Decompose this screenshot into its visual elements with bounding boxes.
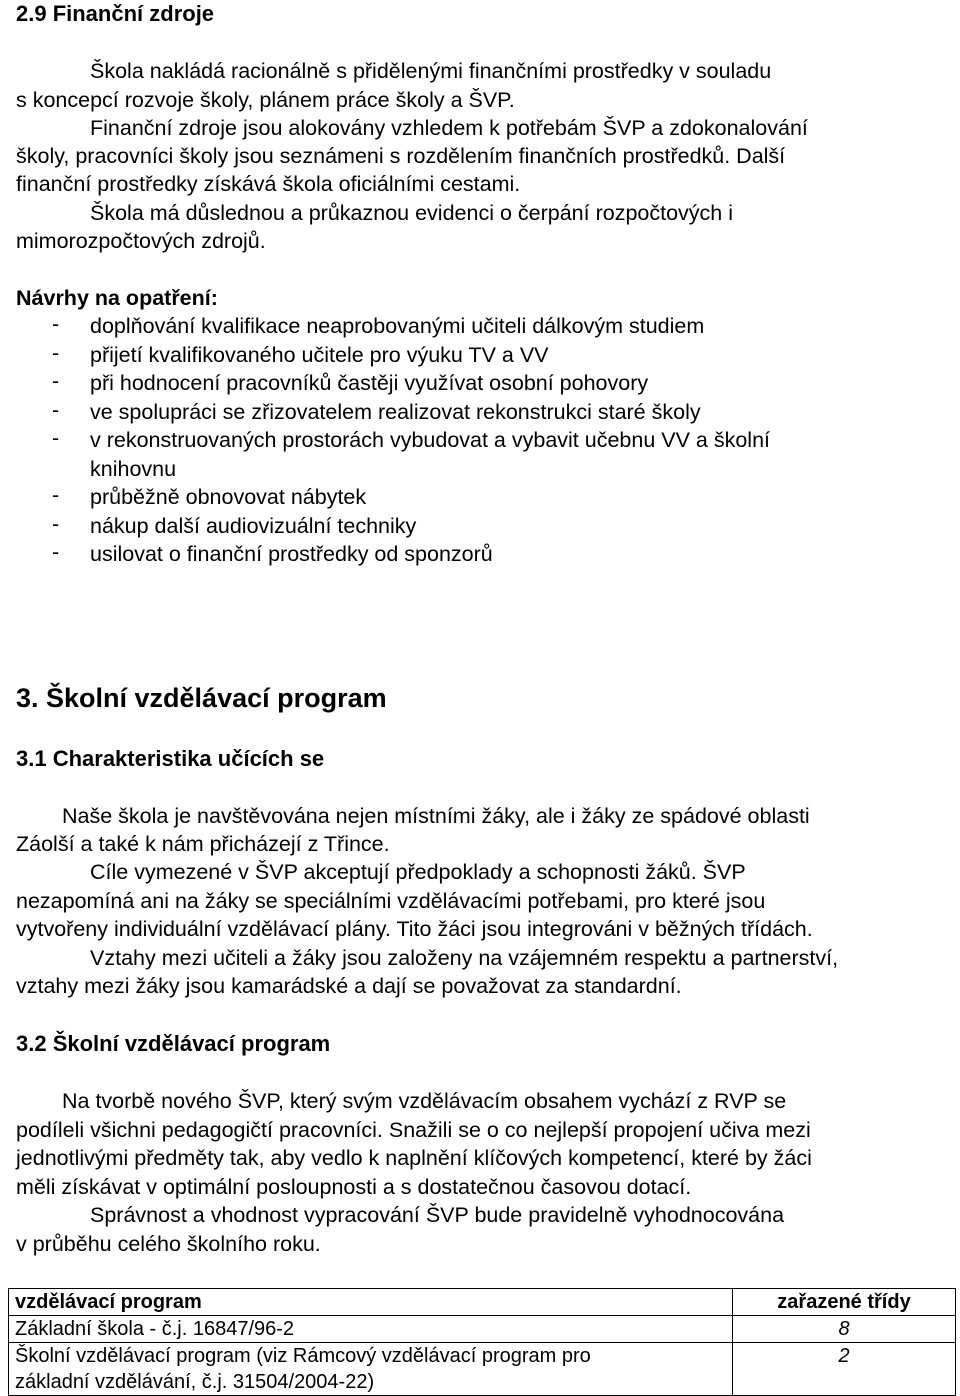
list-item-text: při hodnocení pracovníků častěji využívat osobní pohovory: [90, 371, 649, 395]
paragraph-line: v průběhu celého školního roku.: [16, 1232, 321, 1256]
list-bullet: -: [52, 426, 60, 450]
list-item-text: doplňování kvalifikace neaprobovanými učiteli dálkovým studiem: [90, 314, 705, 338]
list-item-text: ve spolupráci se zřizovatelem realizovat rekonstrukci staré školy: [90, 400, 701, 424]
measures-title: Návrhy na opatření:: [16, 286, 218, 310]
table-row: [9, 1316, 956, 1343]
list-bullet: -: [52, 369, 60, 393]
paragraph-line: mimorozpočtových zdrojů.: [16, 229, 266, 253]
list-bullet: -: [52, 341, 60, 365]
table-cell-classes: 2: [733, 1343, 956, 1396]
paragraph-line: podíleli všichni pedagogičtí pracovníci. Snažili se o co nejlepší propojení učiva mezi: [16, 1118, 811, 1142]
program-table: [8, 1288, 956, 1396]
list-bullet: -: [52, 312, 60, 336]
paragraph-line: vztahy mezi žáky jsou kamarádské a dají se považovat za standardní.: [16, 974, 682, 998]
paragraph-line: vytvořeny individuální vzdělávací plány. Tito žáci jsou integrováni v běžných třídách.: [16, 917, 813, 941]
paragraph-line: Naše škola je navštěvována nejen místními žáky, ale i žáky ze spádové oblasti: [62, 804, 810, 828]
list-item-text: usilovat o finanční prostředky od sponzorů: [90, 542, 493, 566]
paragraph-line: nezapomíná ani na žáky se speciálními vzdělávacími potřebami, pro které jsou: [16, 889, 766, 913]
list-bullet: -: [52, 512, 60, 536]
list-bullet: -: [52, 398, 60, 422]
paragraph-line: Správnost a vhodnost vypracování ŠVP bude pravidelně vyhodnocována: [90, 1203, 785, 1227]
table-header-classes: zařazené třídy: [733, 1289, 956, 1316]
list-bullet: -: [52, 540, 60, 564]
paragraph-line: školy, pracovníci školy jsou seznámeni s rozdělením finančních prostředků. Další: [16, 144, 786, 168]
paragraph-line: měli získávat v optimální posloupnosti a s dostatečnou časovou dotací.: [16, 1175, 692, 1199]
list-item-text: přijetí kvalifikovaného učitele pro výuku TV a VV: [90, 343, 549, 367]
paragraph-line: Cíle vymezené v ŠVP akceptují předpoklady a schopnosti žáků. ŠVP: [90, 860, 746, 884]
paragraph-line: finanční prostředky získává škola oficiálními cestami.: [16, 172, 521, 196]
list-item-text: průběžně obnovovat nábytek: [90, 485, 367, 509]
paragraph-line: Vztahy mezi učiteli a žáky jsou založeny na vzájemném respektu a partnerství,: [90, 946, 839, 970]
section-title: 3.1 Charakteristika učících se: [16, 746, 325, 771]
chapter-title: 3. Školní vzdělávací program: [16, 683, 387, 713]
paragraph-line: Na tvorbě nového ŠVP, který svým vzdělávacím obsahem vychází z RVP se: [62, 1089, 787, 1113]
table-header-row: [9, 1289, 956, 1316]
list-item-text: nákup další audiovizuální techniky: [90, 514, 417, 538]
list-item-text-continued: knihovnu: [90, 457, 177, 481]
list-bullet: -: [52, 483, 60, 507]
paragraph-line: Škola má důslednou a průkaznou evidenci o čerpání rozpočtových i: [90, 201, 733, 225]
table-cell-program: Základní škola - č.j. 16847/96-2: [9, 1316, 733, 1343]
paragraph-line: Škola nakládá racionálně s přidělenými finančními prostředky v souladu: [90, 59, 772, 83]
paragraph-line: s koncepcí rozvoje školy, plánem práce školy a ŠVP.: [16, 88, 515, 112]
table-row: [9, 1343, 956, 1396]
table-cell-line: Školní vzdělávací program (viz Rámcový vzdělávací program pro: [15, 1345, 591, 1367]
table-cell-classes: 8: [733, 1316, 956, 1343]
paragraph-line: Finanční zdroje jsou alokovány vzhledem k potřebám ŠVP a zdokonalování: [90, 116, 808, 140]
table-cell-program: [9, 1343, 733, 1396]
table-cell-line: základní vzdělávání, č.j. 31504/2004-22): [15, 1371, 375, 1393]
table-header-program: vzdělávací program: [9, 1289, 733, 1316]
section-title: 2.9 Finanční zdroje: [16, 1, 215, 26]
paragraph-line: Záolší a také k nám přicházejí z Třince.: [16, 832, 390, 856]
section-title: 3.2 Školní vzdělávací program: [16, 1031, 331, 1056]
paragraph-line: jednotlivými předměty tak, aby vedlo k naplnění klíčových kompetencí, které by žáci: [16, 1146, 812, 1170]
list-item-text: v rekonstruovaných prostorách vybudovat a vybavit učebnu VV a školní: [90, 428, 771, 452]
